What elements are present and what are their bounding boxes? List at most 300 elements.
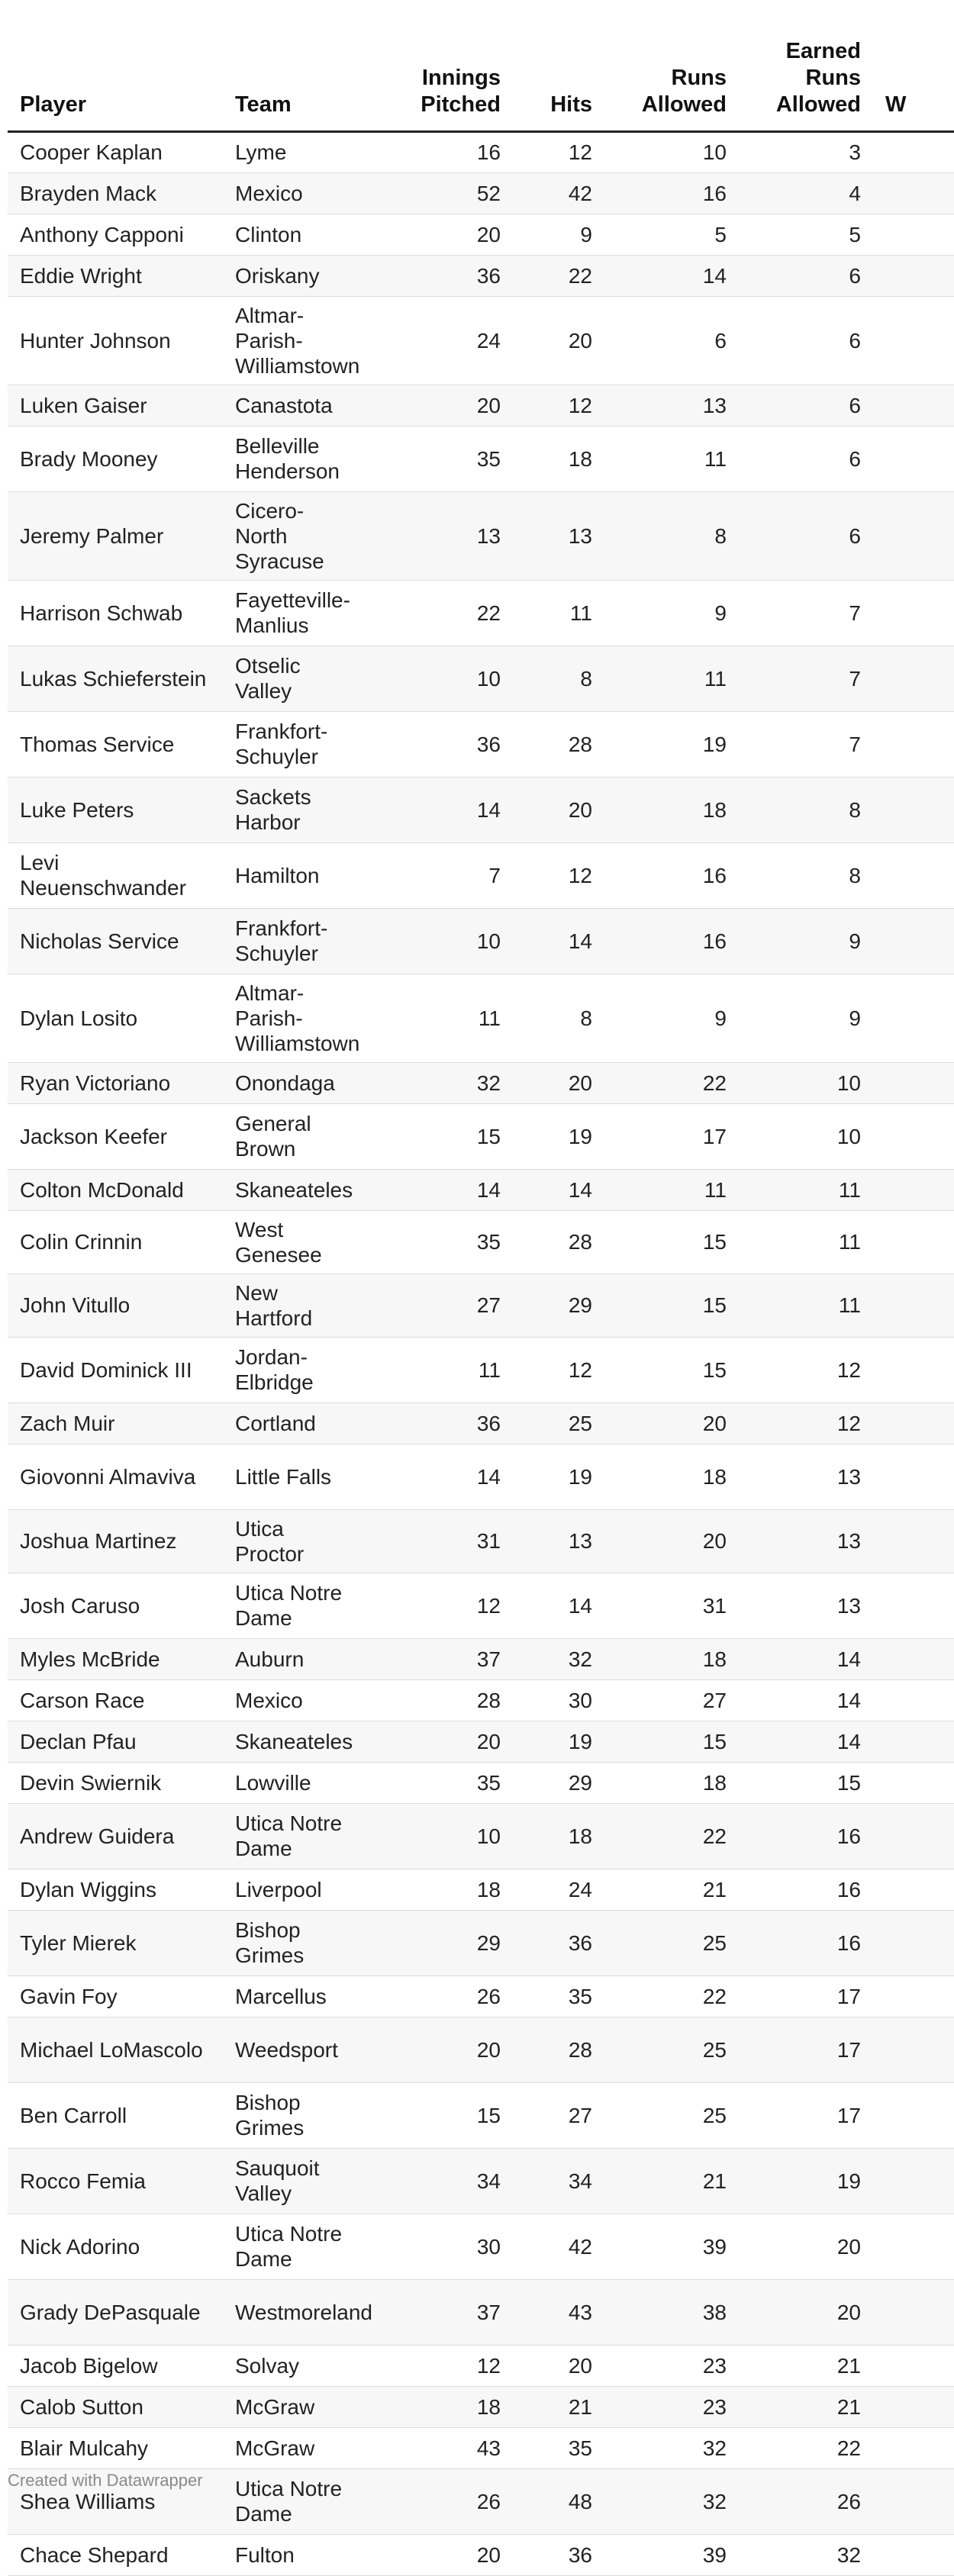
table-row — [8, 2082, 954, 2148]
table-row — [8, 1274, 954, 1337]
cell-w-truncated — [873, 214, 954, 255]
cell-earned-runs-allowed: 8 — [739, 842, 873, 908]
cell-earned-runs-allowed: 17 — [739, 1975, 873, 2017]
cell-hits: 27 — [513, 2082, 604, 2148]
cell-earned-runs-allowed: 19 — [739, 2148, 873, 2214]
cell-team: Bishop Grimes — [223, 2082, 366, 2148]
pitching-stats-table — [8, 0, 954, 2576]
cell-innings-pitched: 22 — [366, 580, 513, 646]
cell-earned-runs-allowed: 7 — [739, 646, 873, 711]
cell-runs-allowed: 11 — [604, 646, 739, 711]
table-row — [8, 1210, 954, 1274]
cell-player: Jeremy Palmer — [8, 491, 223, 580]
cell-w-truncated — [873, 385, 954, 426]
cell-hits: 19 — [513, 1721, 604, 1762]
cell-earned-runs-allowed: 3 — [739, 131, 873, 172]
cell-innings-pitched: 37 — [366, 2279, 513, 2345]
cell-w-truncated — [873, 1573, 954, 1638]
cell-player: Luke Peters — [8, 777, 223, 842]
cell-hits: 14 — [513, 1169, 604, 1210]
cell-innings-pitched: 20 — [366, 385, 513, 426]
table-row — [8, 711, 954, 777]
cell-runs-allowed: 18 — [604, 1762, 739, 1803]
cell-innings-pitched: 14 — [366, 777, 513, 842]
cell-innings-pitched: 20 — [366, 2017, 513, 2082]
cell-w-truncated — [873, 974, 954, 1062]
cell-hits: 48 — [513, 2468, 604, 2534]
cell-innings-pitched: 52 — [366, 172, 513, 214]
cell-runs-allowed: 21 — [604, 1869, 739, 1910]
cell-team: Frankfort-Schuyler — [223, 711, 366, 777]
table-row — [8, 1975, 954, 2017]
cell-runs-allowed: 22 — [604, 1062, 739, 1103]
cell-runs-allowed: 9 — [604, 580, 739, 646]
cell-w-truncated — [873, 491, 954, 580]
cell-w-truncated — [873, 426, 954, 491]
cell-hits: 34 — [513, 2148, 604, 2214]
cell-runs-allowed: 10 — [604, 131, 739, 172]
cell-hits: 32 — [513, 1638, 604, 1679]
cell-hits: 12 — [513, 131, 604, 172]
cell-w-truncated — [873, 1444, 954, 1509]
cell-hits: 8 — [513, 974, 604, 1062]
cell-team: Weedsport — [223, 2017, 366, 2082]
cell-team: Fayetteville-Manlius — [223, 580, 366, 646]
cell-hits: 12 — [513, 842, 604, 908]
table-row — [8, 1638, 954, 1679]
cell-player: Hunter Johnson — [8, 296, 223, 385]
column-header-player[interactable]: Player — [8, 0, 223, 131]
column-header-earned-runs-allowed[interactable]: Earned Runs Allowed — [739, 0, 873, 131]
cell-player: Luken Gaiser — [8, 385, 223, 426]
cell-earned-runs-allowed: 17 — [739, 2082, 873, 2148]
cell-hits: 14 — [513, 908, 604, 974]
table-row — [8, 646, 954, 711]
cell-team: Lowville — [223, 1762, 366, 1803]
cell-player: Cooper Kaplan — [8, 131, 223, 172]
cell-runs-allowed: 16 — [604, 908, 739, 974]
cell-w-truncated — [873, 1762, 954, 1803]
table-row — [8, 1103, 954, 1169]
cell-w-truncated — [873, 1274, 954, 1337]
cell-team: Liverpool — [223, 1869, 366, 1910]
cell-team: Hamilton — [223, 842, 366, 908]
cell-player: Zach Muir — [8, 1402, 223, 1444]
cell-hits: 28 — [513, 2017, 604, 2082]
table-row — [8, 1169, 954, 1210]
cell-w-truncated — [873, 1402, 954, 1444]
cell-innings-pitched: 15 — [366, 1103, 513, 1169]
cell-innings-pitched: 36 — [366, 1402, 513, 1444]
cell-hits: 18 — [513, 1803, 604, 1869]
cell-hits: 11 — [513, 580, 604, 646]
cell-earned-runs-allowed: 14 — [739, 1721, 873, 1762]
cell-w-truncated — [873, 2148, 954, 2214]
cell-earned-runs-allowed: 15 — [739, 1762, 873, 1803]
cell-player: Ben Carroll — [8, 2082, 223, 2148]
cell-w-truncated — [873, 2468, 954, 2534]
cell-team: Fulton — [223, 2534, 366, 2575]
cell-hits: 22 — [513, 255, 604, 296]
table-row — [8, 426, 954, 491]
table-row — [8, 1337, 954, 1402]
cell-hits: 36 — [513, 2534, 604, 2575]
cell-runs-allowed: 20 — [604, 1509, 739, 1573]
cell-earned-runs-allowed: 16 — [739, 1803, 873, 1869]
cell-player: Gavin Foy — [8, 1975, 223, 2017]
table-row — [8, 1679, 954, 1721]
cell-player: Grady DePasquale — [8, 2279, 223, 2345]
cell-w-truncated — [873, 842, 954, 908]
cell-earned-runs-allowed: 11 — [739, 1274, 873, 1337]
cell-team: Auburn — [223, 1638, 366, 1679]
table-row — [8, 2148, 954, 2214]
table-row — [8, 908, 954, 974]
cell-team: Mexico — [223, 172, 366, 214]
cell-innings-pitched: 34 — [366, 2148, 513, 2214]
cell-innings-pitched: 35 — [366, 426, 513, 491]
cell-earned-runs-allowed: 26 — [739, 2468, 873, 2534]
cell-earned-runs-allowed: 7 — [739, 711, 873, 777]
table-row — [8, 1573, 954, 1638]
cell-w-truncated — [873, 1062, 954, 1103]
cell-earned-runs-allowed: 13 — [739, 1444, 873, 1509]
cell-w-truncated — [873, 296, 954, 385]
cell-innings-pitched: 24 — [366, 296, 513, 385]
cell-player: Jackson Keefer — [8, 1103, 223, 1169]
cell-earned-runs-allowed: 6 — [739, 426, 873, 491]
cell-innings-pitched: 37 — [366, 1638, 513, 1679]
cell-innings-pitched: 14 — [366, 1444, 513, 1509]
cell-earned-runs-allowed: 12 — [739, 1402, 873, 1444]
cell-team: Little Falls — [223, 1444, 366, 1509]
cell-runs-allowed: 32 — [604, 2468, 739, 2534]
cell-team: Altmar-Parish-Williamstown — [223, 296, 366, 385]
cell-team: New Hartford — [223, 1274, 366, 1337]
table-row — [8, 2534, 954, 2575]
cell-team: Utica Proctor — [223, 1509, 366, 1573]
cell-team: West Genesee — [223, 1210, 366, 1274]
cell-innings-pitched: 32 — [366, 1062, 513, 1103]
cell-earned-runs-allowed: 9 — [739, 974, 873, 1062]
cell-hits: 13 — [513, 491, 604, 580]
cell-innings-pitched: 16 — [366, 131, 513, 172]
cell-hits: 12 — [513, 385, 604, 426]
cell-player: Colin Crinnin — [8, 1210, 223, 1274]
datawrapper-credit: Created with Datawrapper — [8, 2471, 203, 2490]
cell-hits: 20 — [513, 1062, 604, 1103]
cell-w-truncated — [873, 908, 954, 974]
cell-runs-allowed: 14 — [604, 255, 739, 296]
table-row — [8, 1509, 954, 1573]
cell-runs-allowed: 25 — [604, 1910, 739, 1975]
cell-team: Solvay — [223, 2345, 366, 2386]
table-row — [8, 255, 954, 296]
cell-earned-runs-allowed: 6 — [739, 491, 873, 580]
cell-team: Bishop Grimes — [223, 1910, 366, 1975]
cell-team: Mexico — [223, 1679, 366, 1721]
cell-player: Carson Race — [8, 1679, 223, 1721]
cell-earned-runs-allowed: 11 — [739, 1210, 873, 1274]
cell-player: Dylan Wiggins — [8, 1869, 223, 1910]
cell-runs-allowed: 8 — [604, 491, 739, 580]
cell-player: Lukas Schieferstein — [8, 646, 223, 711]
cell-player: Chace Shepard — [8, 2534, 223, 2575]
cell-team: Cicero-North Syracuse — [223, 491, 366, 580]
cell-w-truncated — [873, 1869, 954, 1910]
cell-w-truncated — [873, 1721, 954, 1762]
cell-w-truncated — [873, 1975, 954, 2017]
cell-hits: 30 — [513, 1679, 604, 1721]
cell-hits: 9 — [513, 214, 604, 255]
cell-runs-allowed: 11 — [604, 426, 739, 491]
cell-w-truncated — [873, 1679, 954, 1721]
cell-runs-allowed: 27 — [604, 1679, 739, 1721]
cell-runs-allowed: 15 — [604, 1721, 739, 1762]
cell-w-truncated — [873, 1103, 954, 1169]
cell-earned-runs-allowed: 6 — [739, 385, 873, 426]
cell-runs-allowed: 23 — [604, 2386, 739, 2427]
cell-earned-runs-allowed: 13 — [739, 1509, 873, 1573]
cell-innings-pitched: 10 — [366, 908, 513, 974]
cell-earned-runs-allowed: 7 — [739, 580, 873, 646]
table-row — [8, 842, 954, 908]
cell-hits: 28 — [513, 1210, 604, 1274]
cell-innings-pitched: 11 — [366, 1337, 513, 1402]
cell-hits: 20 — [513, 777, 604, 842]
cell-team: McGraw — [223, 2427, 366, 2468]
column-header-w-truncated[interactable]: W — [873, 0, 954, 131]
table-row — [8, 2386, 954, 2427]
cell-team: Utica Notre Dame — [223, 2214, 366, 2279]
table-row — [8, 2017, 954, 2082]
cell-hits: 43 — [513, 2279, 604, 2345]
cell-innings-pitched: 10 — [366, 1803, 513, 1869]
cell-w-truncated — [873, 580, 954, 646]
cell-runs-allowed: 9 — [604, 974, 739, 1062]
cell-hits: 18 — [513, 426, 604, 491]
cell-runs-allowed: 39 — [604, 2214, 739, 2279]
cell-earned-runs-allowed: 14 — [739, 1679, 873, 1721]
cell-earned-runs-allowed: 22 — [739, 2427, 873, 2468]
header-row — [8, 0, 954, 131]
cell-innings-pitched: 43 — [366, 2427, 513, 2468]
cell-earned-runs-allowed: 6 — [739, 255, 873, 296]
table-row — [8, 1762, 954, 1803]
cell-hits: 21 — [513, 2386, 604, 2427]
cell-hits: 20 — [513, 2345, 604, 2386]
table-row — [8, 491, 954, 580]
cell-w-truncated — [873, 1910, 954, 1975]
table-row — [8, 131, 954, 172]
cell-player: Michael LoMascolo — [8, 2017, 223, 2082]
cell-earned-runs-allowed: 13 — [739, 1573, 873, 1638]
table-row — [8, 777, 954, 842]
cell-earned-runs-allowed: 5 — [739, 214, 873, 255]
table-row — [8, 296, 954, 385]
cell-runs-allowed: 20 — [604, 1402, 739, 1444]
cell-w-truncated — [873, 1169, 954, 1210]
cell-team: Utica Notre Dame — [223, 1573, 366, 1638]
cell-w-truncated — [873, 1638, 954, 1679]
cell-runs-allowed: 16 — [604, 842, 739, 908]
cell-player: Eddie Wright — [8, 255, 223, 296]
cell-runs-allowed: 31 — [604, 1573, 739, 1638]
cell-runs-allowed: 39 — [604, 2534, 739, 2575]
cell-player: Devin Swiernik — [8, 1762, 223, 1803]
table-row — [8, 1721, 954, 1762]
cell-player: Jacob Bigelow — [8, 2345, 223, 2386]
cell-hits: 28 — [513, 711, 604, 777]
cell-player: Brady Mooney — [8, 426, 223, 491]
table-row — [8, 1402, 954, 1444]
cell-runs-allowed: 38 — [604, 2279, 739, 2345]
cell-w-truncated — [873, 1337, 954, 1402]
cell-w-truncated — [873, 2386, 954, 2427]
cell-team: Sauquoit Valley — [223, 2148, 366, 2214]
table-row — [8, 1803, 954, 1869]
cell-w-truncated — [873, 777, 954, 842]
cell-runs-allowed: 21 — [604, 2148, 739, 2214]
cell-player: Tyler Mierek — [8, 1910, 223, 1975]
cell-earned-runs-allowed: 32 — [739, 2534, 873, 2575]
cell-player: Nick Adorino — [8, 2214, 223, 2279]
cell-player: Rocco Femia — [8, 2148, 223, 2214]
cell-earned-runs-allowed: 10 — [739, 1103, 873, 1169]
cell-w-truncated — [873, 172, 954, 214]
cell-earned-runs-allowed: 8 — [739, 777, 873, 842]
cell-innings-pitched: 20 — [366, 214, 513, 255]
cell-innings-pitched: 29 — [366, 1910, 513, 1975]
cell-player: Blair Mulcahy — [8, 2427, 223, 2468]
cell-innings-pitched: 12 — [366, 2345, 513, 2386]
cell-hits: 8 — [513, 646, 604, 711]
cell-player: Levi Neuenschwander — [8, 842, 223, 908]
cell-player: Ryan Victoriano — [8, 1062, 223, 1103]
cell-innings-pitched: 18 — [366, 2386, 513, 2427]
cell-runs-allowed: 17 — [604, 1103, 739, 1169]
table-row — [8, 1444, 954, 1509]
cell-w-truncated — [873, 1509, 954, 1573]
table-row — [8, 1062, 954, 1103]
table-row — [8, 2214, 954, 2279]
cell-innings-pitched: 28 — [366, 1679, 513, 1721]
table-row — [8, 580, 954, 646]
cell-hits: 36 — [513, 1910, 604, 1975]
cell-hits: 29 — [513, 1274, 604, 1337]
cell-team: Otselic Valley — [223, 646, 366, 711]
cell-runs-allowed: 23 — [604, 2345, 739, 2386]
cell-earned-runs-allowed: 20 — [739, 2279, 873, 2345]
cell-hits: 35 — [513, 2427, 604, 2468]
cell-hits: 12 — [513, 1337, 604, 1402]
column-header-hits[interactable]: Hits — [513, 0, 604, 131]
cell-runs-allowed: 18 — [604, 1638, 739, 1679]
cell-earned-runs-allowed: 16 — [739, 1910, 873, 1975]
cell-team: McGraw — [223, 2386, 366, 2427]
cell-innings-pitched: 20 — [366, 2534, 513, 2575]
cell-runs-allowed: 15 — [604, 1337, 739, 1402]
cell-earned-runs-allowed: 21 — [739, 2386, 873, 2427]
cell-runs-allowed: 5 — [604, 214, 739, 255]
cell-team: Skaneateles — [223, 1169, 366, 1210]
cell-team: Lyme — [223, 131, 366, 172]
cell-earned-runs-allowed: 4 — [739, 172, 873, 214]
cell-earned-runs-allowed: 17 — [739, 2017, 873, 2082]
cell-innings-pitched: 11 — [366, 974, 513, 1062]
table-row — [8, 2345, 954, 2386]
cell-team: Cortland — [223, 1402, 366, 1444]
cell-hits: 19 — [513, 1444, 604, 1509]
cell-runs-allowed: 25 — [604, 2082, 739, 2148]
table-row — [8, 974, 954, 1062]
cell-runs-allowed: 22 — [604, 1975, 739, 2017]
cell-innings-pitched: 30 — [366, 2214, 513, 2279]
cell-earned-runs-allowed: 6 — [739, 296, 873, 385]
cell-hits: 13 — [513, 1509, 604, 1573]
cell-hits: 14 — [513, 1573, 604, 1638]
table-row — [8, 214, 954, 255]
table-row — [8, 2279, 954, 2345]
cell-player: Dylan Losito — [8, 974, 223, 1062]
cell-w-truncated — [873, 1803, 954, 1869]
cell-innings-pitched: 36 — [366, 711, 513, 777]
cell-innings-pitched: 7 — [366, 842, 513, 908]
cell-earned-runs-allowed: 11 — [739, 1169, 873, 1210]
cell-innings-pitched: 13 — [366, 491, 513, 580]
cell-innings-pitched: 27 — [366, 1274, 513, 1337]
column-header-innings-pitched[interactable]: Innings Pitched — [366, 0, 513, 131]
cell-team: Clinton — [223, 214, 366, 255]
cell-earned-runs-allowed: 9 — [739, 908, 873, 974]
cell-player: Shea Williams — [8, 2468, 223, 2534]
cell-team: Sackets Harbor — [223, 777, 366, 842]
cell-team: General Brown — [223, 1103, 366, 1169]
cell-hits: 42 — [513, 2214, 604, 2279]
table-row — [8, 385, 954, 426]
cell-runs-allowed: 18 — [604, 1444, 739, 1509]
cell-innings-pitched: 10 — [366, 646, 513, 711]
cell-w-truncated — [873, 2345, 954, 2386]
cell-player: Colton McDonald — [8, 1169, 223, 1210]
cell-w-truncated — [873, 2017, 954, 2082]
cell-player: Nicholas Service — [8, 908, 223, 974]
cell-runs-allowed: 15 — [604, 1274, 739, 1337]
cell-player: Calob Sutton — [8, 2386, 223, 2427]
column-header-team[interactable]: Team — [223, 0, 366, 131]
cell-team: Belleville Henderson — [223, 426, 366, 491]
cell-w-truncated — [873, 646, 954, 711]
cell-runs-allowed: 6 — [604, 296, 739, 385]
column-header-runs-allowed[interactable]: Runs Allowed — [604, 0, 739, 131]
cell-player: Anthony Capponi — [8, 214, 223, 255]
table-header — [8, 0, 954, 131]
cell-player: Harrison Schwab — [8, 580, 223, 646]
cell-team: Canastota — [223, 385, 366, 426]
table-row — [8, 172, 954, 214]
cell-hits: 29 — [513, 1762, 604, 1803]
cell-innings-pitched: 35 — [366, 1210, 513, 1274]
cell-hits: 19 — [513, 1103, 604, 1169]
cell-team: Oriskany — [223, 255, 366, 296]
cell-hits: 35 — [513, 1975, 604, 2017]
cell-runs-allowed: 13 — [604, 385, 739, 426]
cell-earned-runs-allowed: 12 — [739, 1337, 873, 1402]
cell-player: Brayden Mack — [8, 172, 223, 214]
cell-player: Giovonni Almaviva — [8, 1444, 223, 1509]
cell-player: Josh Caruso — [8, 1573, 223, 1638]
cell-w-truncated — [873, 1210, 954, 1274]
